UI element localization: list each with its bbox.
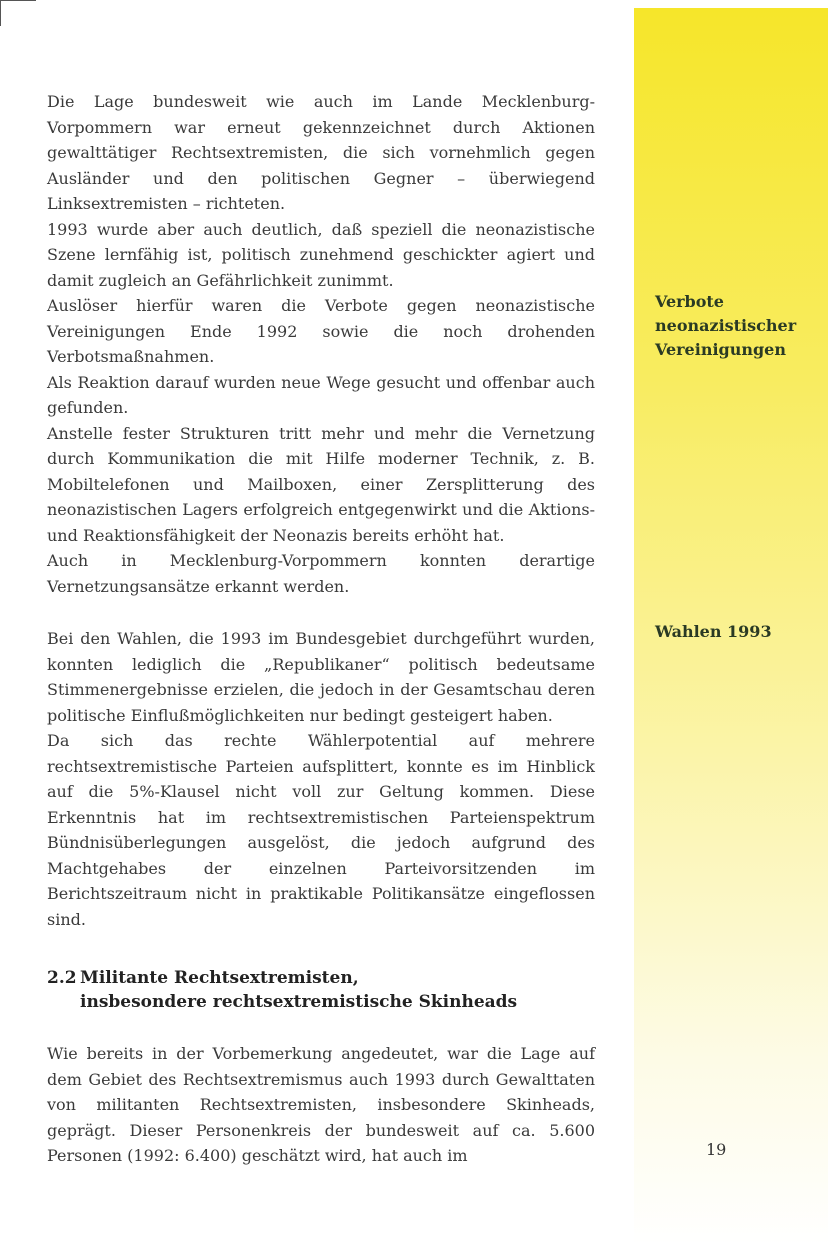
section-body — [47, 1041, 595, 1169]
page-number: 19 — [706, 1140, 727, 1159]
section-title-line1: Militante Rechtsextremisten, — [80, 968, 359, 988]
margin-note-line: Verbote — [655, 292, 724, 311]
margin-note-verbote — [655, 290, 796, 362]
paragraph: Anstelle fester Strukturen tritt mehr und mehr die Vernetzung durch Kommunikation die mit Hilfe moderner Technik, z. B. Mobiltelefonen und Mailboxen, einer Zersplitterung des neonazistischen Lagers erfolgreich entgegenwirkt und die Aktions- und Reaktionsfähigkeit der Neonazis bereits erhöht hat. — [47, 423, 595, 545]
margin-note-wahlen — [655, 620, 772, 644]
margin-note-line: Vereinigungen — [655, 340, 786, 359]
section-title-line2: insbesondere rechtsextremistische Skinheads — [80, 992, 518, 1012]
section-heading — [47, 966, 607, 1014]
paragraph: 1993 wurde aber auch deutlich, daß speziell die neonazistische Szene lernfähig ist, politisch zunehmend geschickter agiert und damit zugleich an Gefährlichkeit zunimmt. — [47, 219, 595, 290]
body-text — [47, 89, 595, 932]
paragraph: Als Reaktion darauf wurden neue Wege gesucht und offenbar auch gefunden. — [47, 372, 595, 417]
paragraph: Wie bereits in der Vorbemerkung angedeutet, war die Lage auf dem Gebiet des Rechtsextremismus auch 1993 durch Gewalttaten von militanten Rechtsextremisten, insbesondere Skinheads, geprägt. Dieser Personenkreis der bundesweit auf ca. 5.600 Personen (1992: 6.400) geschätzt wird, hat auch im — [47, 1044, 595, 1165]
paragraph: Da sich das rechte Wählerpotential auf mehrere rechtsextremistische Parteien aufsplittert, konnte es im Hinblick auf die 5%-Klausel nicht voll zur Geltung kommen. Diese Erkenntnis hat im rechtsextremistischen Parteienspektrum Bündnisüberlegungen ausgelöst, die jedoch aufgrund des Machtgehabes der einzelnen Parteivorsitzenden im Berichtszeitraum nicht in praktikable Politikansätze eingeflossen sind. — [47, 731, 595, 929]
paragraph: Auslöser hierfür waren die Verbote gegen neonazistische Vereinigungen Ende 1992 sowie die noch drohenden Verbotsmaßnahmen. — [47, 296, 595, 366]
margin-note-line: neonazistischer — [655, 316, 797, 335]
paragraph: Die Lage bundesweit wie auch im Lande Mecklenburg-Vorpommern war erneut gekennzeichnet durch Aktionen gewalttätiger Rechtsextremisten, die sich vornehmlich gegen Ausländer und den politischen Gegner – überwiegend Linksextremisten – richteten. — [47, 92, 595, 213]
crop-mark — [0, 0, 36, 1]
section-number: 2.2 — [47, 968, 77, 988]
paragraph-spacer — [47, 599, 595, 626]
paragraph: Bei den Wahlen, die 1993 im Bundesgebiet durchgeführt wurden, konnten lediglich die „Republikaner“ politisch bedeutsame Stimmenergebnisse erzielen, die jedoch in der Gesamtschau deren politische Einflußmöglichkeiten nur bedingt gesteigert haben. — [47, 629, 595, 725]
paragraph: Auch in Mecklenburg-Vorpommern konnten derartige Vernetzungsansätze erkannt werden. — [47, 551, 595, 596]
margin-note-line: Wahlen 1993 — [655, 622, 772, 641]
